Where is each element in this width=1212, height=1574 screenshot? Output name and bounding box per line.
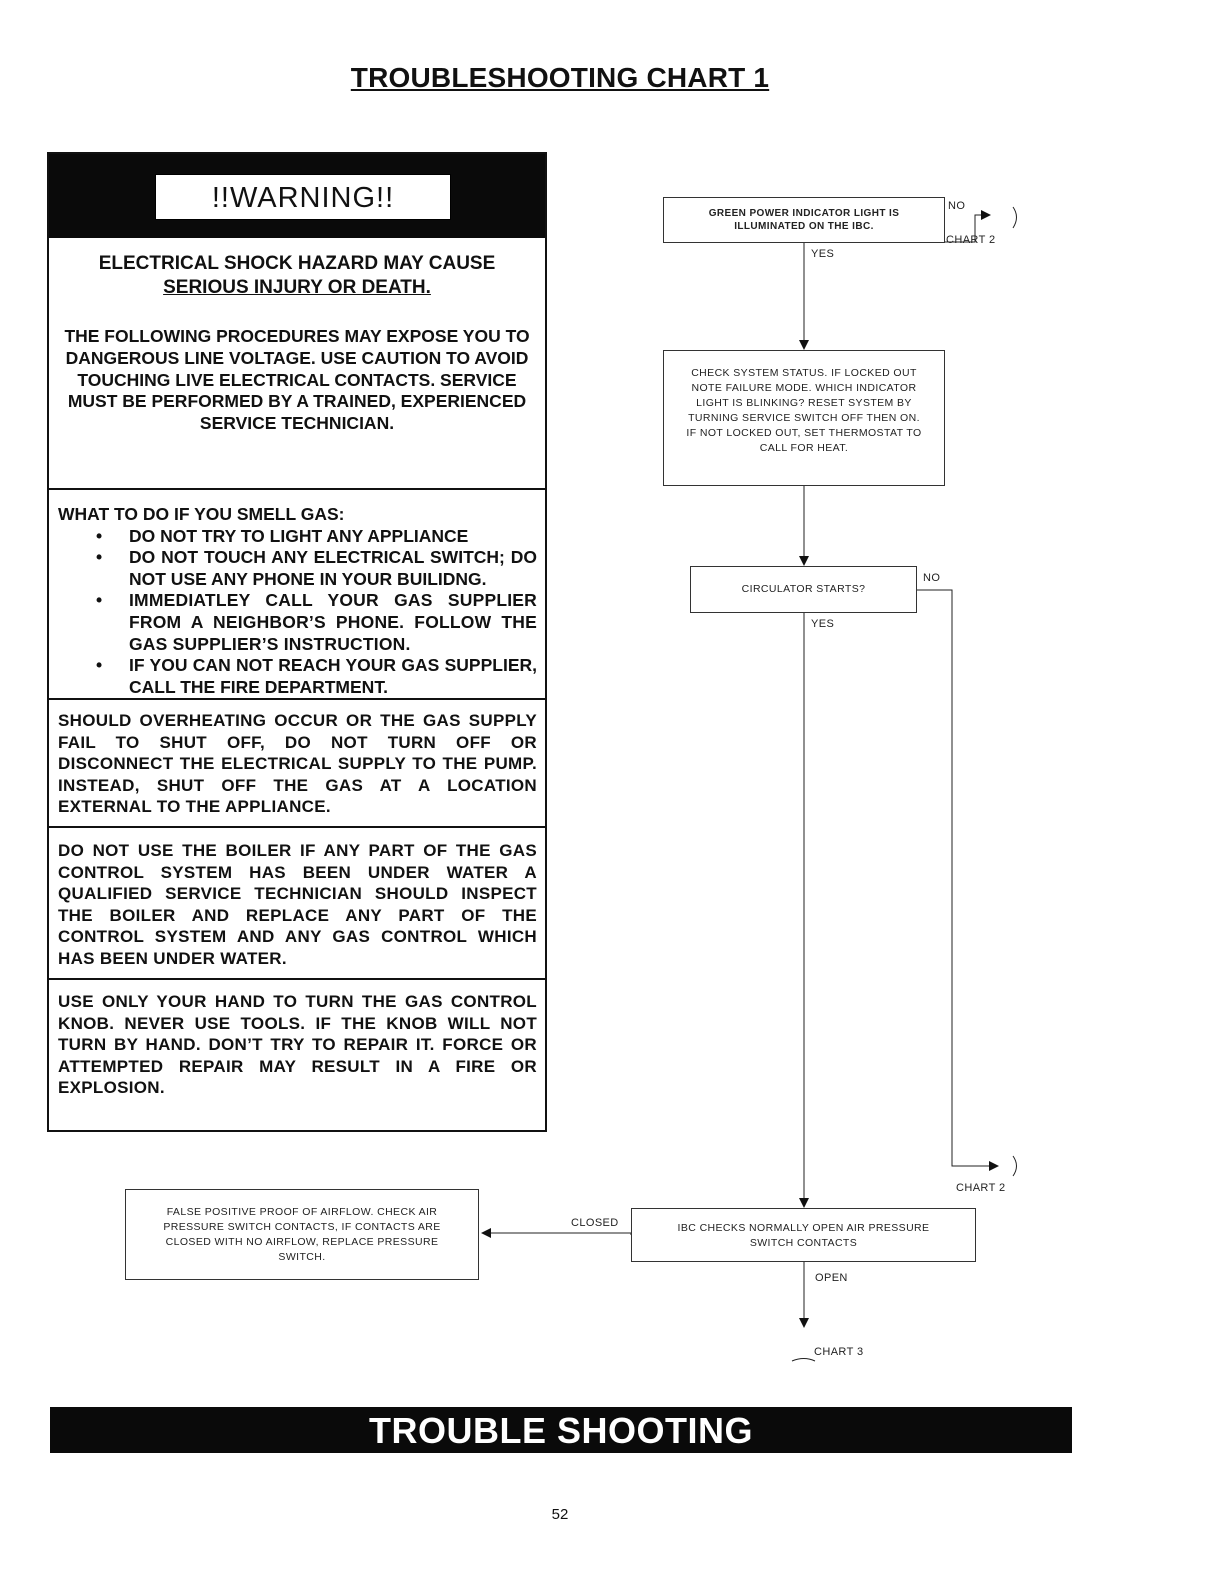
list-item: • IF YOU CAN NOT REACH YOUR GAS SUPPLIER, CALL THE FIRE DEPARTMENT. [96,655,537,697]
offpage-connector-chart3 [792,1359,815,1362]
flow-box-power-indicator: GREEN POWER INDICATOR LIGHT IS ILLUMINATED ON THE IBC. [663,197,945,243]
list-item: • DO NOT TRY TO LIGHT ANY APPLIANCE [96,525,469,546]
flow-box-false-positive: FALSE POSITIVE PROOF OF AIRFLOW. CHECK AIR PRESSURE SWITCH CONTACTS, IF CONTACTS ARE CLOSED WITH NO AIRFLOW, REPLACE PRESSURE SWITCH. [125,1189,479,1280]
label-closed: CLOSED [571,1217,619,1229]
shock-hazard-body: THE FOLLOWING PROCEDURES MAY EXPOSE YOU TO DANGEROUS LINE VOLTAGE. USE CAUTION TO AVOID TOUCHING LIVE ELECTRICAL CONTACTS. SERVICE MUST BE PERFORMED BY A TRAINED, EXPERIENCED SERVICE TECHNICIAN. [64,326,530,434]
connector-no-2 [916,590,998,1166]
label-yes-1: YES [811,248,835,260]
overheating-text: SHOULD OVERHEATING OCCUR OR THE GAS SUPPLY FAIL TO SHUT OFF, DO NOT TURN OFF OR DISCONNECT THE ELECTRICAL SUPPLY TO THE PUMP. INSTEAD, SHUT OFF THE GAS AT A LOCATION EXTERNAL TO THE APPLIANCE. [58,711,537,817]
flow-box-check-status: CHECK SYSTEM STATUS. IF LOCKED OUT NOTE FAILURE MODE. WHICH INDICATOR LIGHT IS BLINKING? RESET SYSTEM BY TURNING SERVICE SWITCH OFF THEN ON. IF NOT LOCKED OUT, SET THERMOSTAT TO CALL FOR HEAT. [663,350,945,486]
label-no-2: NO [923,572,941,584]
page-title: TROUBLESHOOTING CHART 1 [350,62,770,93]
label-chart2-2: CHART 2 [956,1182,1006,1194]
flow-box-circulator: CIRCULATOR STARTS? [690,566,917,613]
page-number: 52 [551,1506,569,1523]
list-item: • DO NOT TOUCH ANY ELECTRICAL SWITCH; DO NOT USE ANY PHONE IN YOUR BUILIDNG. [96,547,537,589]
label-no-1: NO [948,200,966,212]
label-yes-2: YES [811,618,835,630]
gas-knob-text: USE ONLY YOUR HAND TO TURN THE GAS CONTROL KNOB. NEVER USE TOOLS. IF THE KNOB WILL NOT TURN BY HAND. DON’T TRY TO REPAIR IT. FORCE OR ATTEMPTED REPAIR MAY RESULT IN A FIRE OR EXPLOSION. [58,992,537,1098]
flow-box-ibc-checks: IBC CHECKS NORMALLY OPEN AIR PRESSURE SWITCH CONTACTS [631,1208,976,1262]
label-chart2-1: CHART 2 [946,234,996,246]
label-chart3: CHART 3 [814,1346,864,1358]
offpage-connector-chart2-top [1013,207,1017,228]
connector-closed [482,1233,631,1235]
under-water-text: DO NOT USE THE BOILER IF ANY PART OF THE GAS CONTROL SYSTEM HAS BEEN UNDER WATER A QUALIFIED SERVICE TECHNICIAN SHOULD INSPECT THE BOILER AND REPLACE ANY PART OF THE CONTROL SYSTEM AND ANY GAS CONTROL WHICH HAS BEEN UNDER WATER. [58,841,537,968]
offpage-connector-chart2-bottom [1013,1156,1017,1176]
smell-gas-heading: WHAT TO DO IF YOU SMELL GAS: [58,504,345,524]
label-open: OPEN [815,1272,848,1284]
warning-label: !!WARNING!! [155,174,451,220]
footer-banner: TROUBLE SHOOTING [50,1407,1072,1453]
list-item: • IMMEDIATLEY CALL YOUR GAS SUPPLIER FROM A NEIGHBOR’S PHONE. FOLLOW THE GAS SUPPLIER’S INSTRUCTION. [96,590,537,654]
shock-hazard-title: ELECTRICAL SHOCK HAZARD MAY CAUSE [98,253,496,274]
shock-hazard-subtitle: SERIOUS INJURY OR DEATH. [163,277,431,298]
